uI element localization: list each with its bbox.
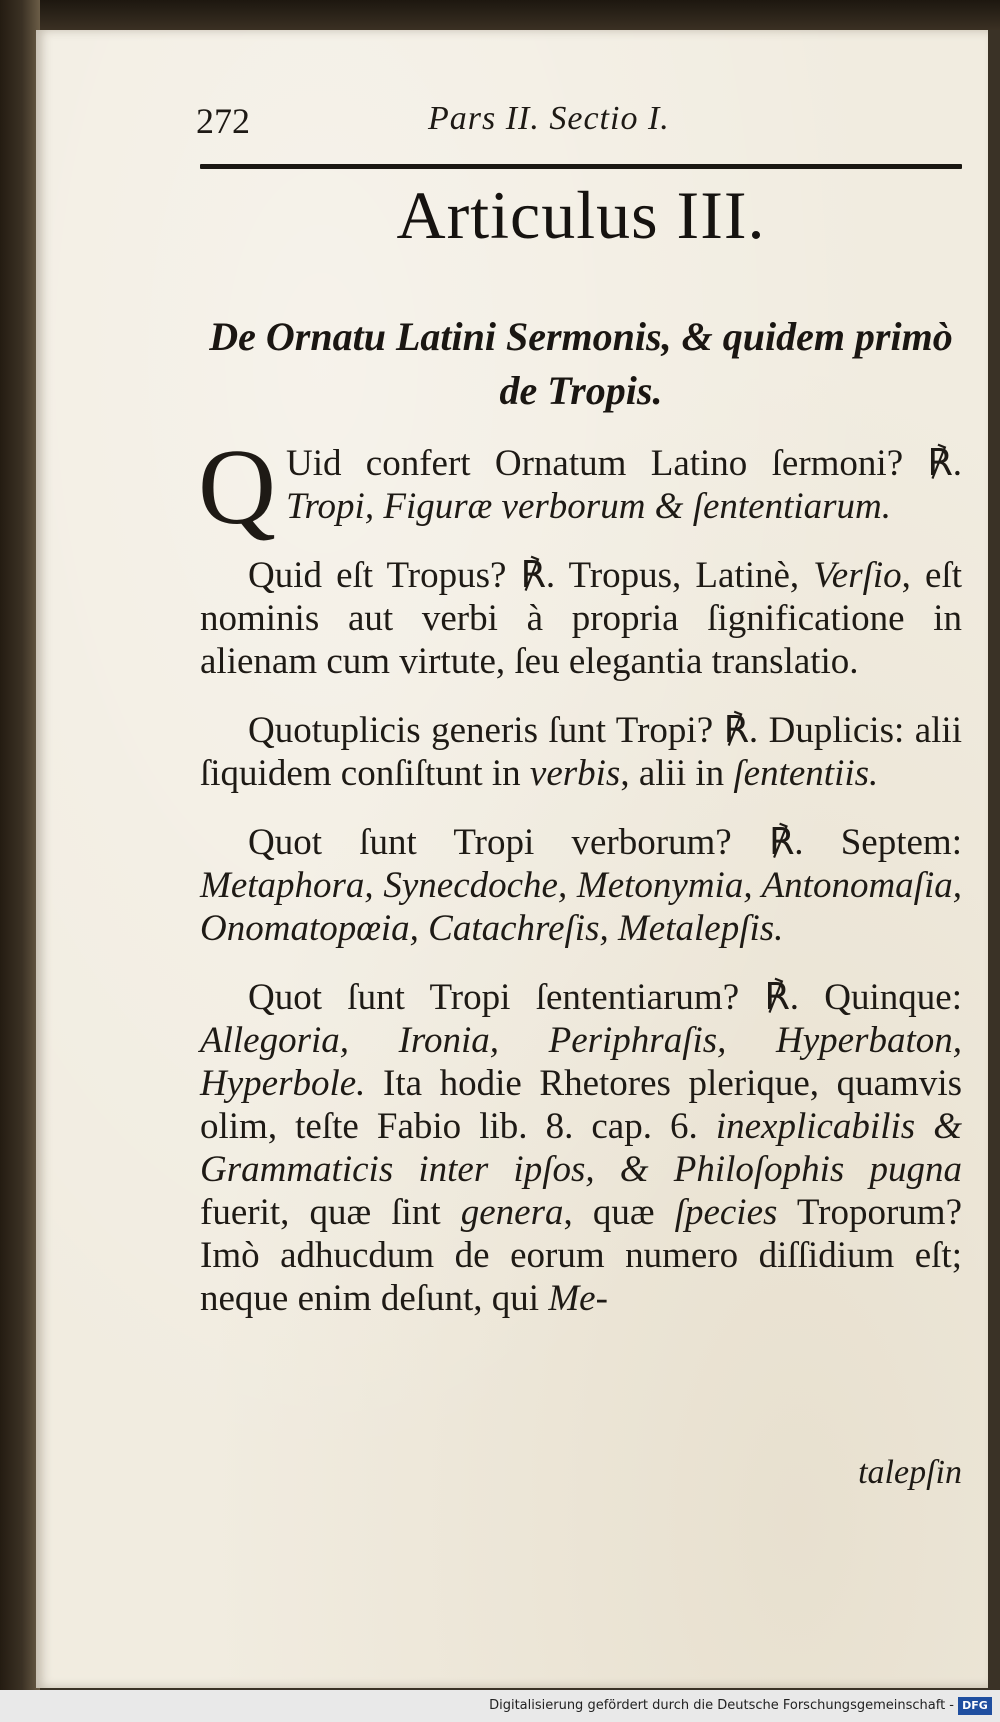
paragraph-5-italic-h: ſpecies: [674, 1192, 778, 1233]
digitization-footer: [0, 1690, 1000, 1722]
paragraph-2-text-c: , eſt nominis aut verbi à propria ſignificatione in alienam cum virtute, ſeu elegantia translatio.: [200, 555, 963, 682]
paragraph-3-italic-d: ſententiis.: [733, 753, 879, 794]
paragraph-1-italic: Tropi, Figuræ verborum & ſententiarum.: [286, 486, 892, 527]
scan-background-top: [0, 0, 1000, 30]
scan-background-edge: [0, 0, 40, 1722]
header-rule: [200, 164, 962, 169]
paragraph-5-text-c: Ita hodie Rhetores plerique, quamvis olim, teſte Fabio lib. 8. cap. 6.: [200, 1063, 962, 1147]
catchword: talepſin: [858, 1454, 962, 1491]
paragraph-5-italic-b: Allegoria, Ironia, Periphraſis, Hyperbaton, Hyperbole.: [200, 1020, 962, 1104]
page-number: 272: [196, 101, 250, 141]
paragraph-5-text-a: Quot ſunt Tropi ſententiarum? ℟. Quinque:: [248, 977, 962, 1018]
paragraph-4-italic-b: Metaphora, Synecdoche, Metonymia, Antonomaſia, Onomatopœia, Catachreſis, Metalepſis.: [200, 865, 962, 949]
paragraph-2-italic-b: Verſio: [813, 555, 902, 596]
paragraph-2-text-a: Quid eſt Tropus? ℟. Tropus, Latinè,: [248, 555, 800, 596]
article-body: [198, 428, 963, 1320]
footer-credit: Digitalisierung gefördert durch die Deutsche Forschungsgemeinschaft -: [489, 1698, 954, 1713]
running-head: Pars II. Sectio I.: [428, 100, 670, 137]
paragraph-5-italic-j: Me-: [548, 1278, 608, 1319]
paragraph-5-italic-d: inexplicabilis & Grammaticis inter ipſos, & Philoſophis pugna: [200, 1106, 963, 1190]
paragraph-1-text: Uid confert Ornatum Latino ſermoni? ℟.: [286, 443, 962, 484]
article-subtitle: De Ornatu Latini Sermonis, & quidem primò de Tropis.: [209, 314, 953, 413]
paragraph-5: [200, 976, 962, 1320]
article-title: Articulus III.: [396, 177, 766, 253]
paragraph-3-text-a: Quotuplicis generis ſunt Tropi? ℟. Duplicis: alii ſiquidem conſiſtunt in: [200, 710, 962, 794]
paragraph-4-text-a: Quot ſunt Tropi verborum? ℟. Septem:: [248, 822, 962, 863]
paragraph-4: [200, 821, 962, 950]
paragraph-3: [200, 709, 962, 795]
paragraph-5-text-e: fuerit, quæ ſint: [200, 1192, 441, 1233]
paragraph-2: [200, 554, 962, 683]
paragraph-3-text-c: , alii in: [620, 753, 725, 794]
dfg-logo-icon: DFG: [958, 1697, 992, 1715]
paragraph-3-italic-b: verbis: [529, 753, 621, 794]
paragraph-1: [198, 428, 962, 547]
paragraph-5-text-i: Troporum? Imò adhucdum de eorum numero diſſidium eſt; neque enim deſunt, qui: [200, 1192, 963, 1319]
paragraph-5-italic-f: genera: [460, 1192, 564, 1233]
paragraph-5-text-g: , quæ: [563, 1192, 655, 1233]
dropcap: Q: [198, 428, 276, 547]
